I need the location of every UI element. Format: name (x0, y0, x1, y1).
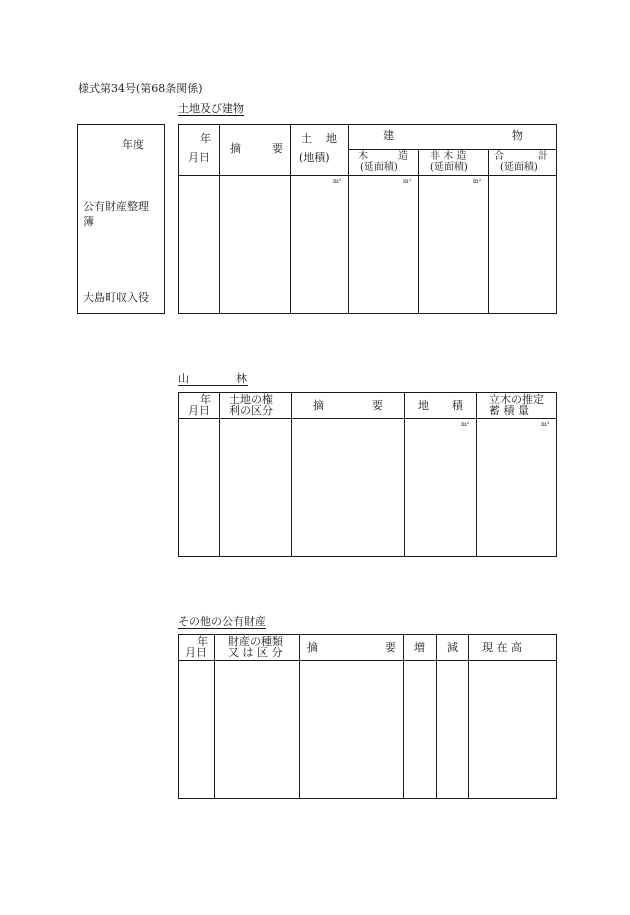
forest-col-divider (404, 392, 405, 557)
forest-col-summary-2: 要 (372, 399, 383, 412)
lb-unit-nonwood: m² (473, 178, 482, 185)
lb-col-summary-2: 要 (272, 142, 283, 155)
forest-col-area: 地 (418, 399, 429, 412)
lb-col-date-year: 年 (200, 132, 211, 145)
lb-col-divider (290, 124, 291, 314)
lb-col-building: 建 (383, 129, 394, 142)
other-col-summary: 摘 (307, 641, 318, 654)
lb-sub-wood-2: 造 (398, 151, 408, 162)
lb-col-date-monthday: 月日 (188, 151, 210, 164)
other-col-divider (468, 634, 469, 799)
forest-col-right: 土地の権 (229, 393, 273, 406)
forest-col-timber: 立木の推定 (489, 393, 544, 406)
forest-heading (178, 373, 248, 386)
forest-heading-2: 林 (236, 372, 247, 385)
other-col-date-year: 年 (197, 635, 208, 648)
other-col-kind: 財産の種類 (228, 635, 283, 648)
lb-sub-nonwood: 非 木 造 (430, 151, 467, 162)
forest-col-timber-2: 蓄 積 量 (489, 404, 529, 417)
lb-col-divider (488, 149, 489, 314)
cover-year-label: 年度 (122, 138, 144, 151)
forest-heading-1: 山 (178, 372, 189, 385)
other-col-divider (436, 634, 437, 799)
lb-sub-total-2: 計 (538, 151, 548, 162)
forest-col-divider (291, 392, 292, 557)
cover-title-cont: 簿 (83, 215, 94, 228)
lb-header-line (178, 175, 557, 176)
lb-col-building-2: 物 (512, 129, 523, 142)
forest-col-summary: 摘 (313, 399, 324, 412)
lb-col-summary: 摘 (230, 142, 241, 155)
lb-sub-wood-area: (延面積) (360, 162, 398, 173)
lb-sub-total: 合 (494, 151, 504, 162)
lb-col-divider (348, 124, 349, 314)
forest-col-date-year: 年 (200, 393, 211, 406)
forest-unit-timber: m³ (541, 421, 550, 428)
other-col-divider (214, 634, 215, 799)
lb-col-divider (219, 124, 220, 314)
land-buildings-heading: 土地及び建物 (178, 102, 244, 115)
forest-col-area-2: 積 (452, 399, 463, 412)
cover-office: 大島町収入役 (83, 291, 149, 304)
lb-col-land-2: 地 (326, 132, 337, 145)
other-heading: その他の公有財産 (178, 615, 266, 628)
lb-sub-nonwood-area: (延面積) (430, 162, 468, 173)
forest-unit-area: m² (461, 421, 470, 428)
form-number: 様式第34号(第68条関係) (78, 82, 203, 95)
forest-col-date-monthday: 月日 (188, 404, 210, 417)
other-col-date-monthday: 月日 (185, 646, 207, 659)
other-col-kind-2: 又 は 区 分 (228, 646, 283, 659)
lb-sub-total-area: (延面積) (500, 162, 538, 173)
lb-col-land: 土 (301, 132, 312, 145)
lb-unit-land: m² (333, 178, 342, 185)
other-col-increase: 増 (414, 641, 425, 654)
lb-col-land-area: (地積) (299, 151, 330, 164)
other-col-summary-2: 要 (385, 641, 396, 654)
lb-subheader-line (348, 149, 557, 150)
lb-unit-wood: m² (403, 178, 412, 185)
lb-col-divider (418, 149, 419, 314)
cover-title: 公有財産整理 (83, 200, 149, 213)
forest-col-divider (219, 392, 220, 557)
other-col-decrease: 減 (447, 641, 458, 654)
other-col-divider (299, 634, 300, 799)
forest-header-line (178, 418, 557, 419)
other-col-divider (403, 634, 404, 799)
other-col-balance: 現 在 高 (482, 641, 522, 654)
lb-sub-wood: 木 (358, 151, 368, 162)
forest-col-right-2: 利の区分 (229, 404, 273, 417)
forest-col-divider (476, 392, 477, 557)
other-header-line (178, 660, 557, 661)
